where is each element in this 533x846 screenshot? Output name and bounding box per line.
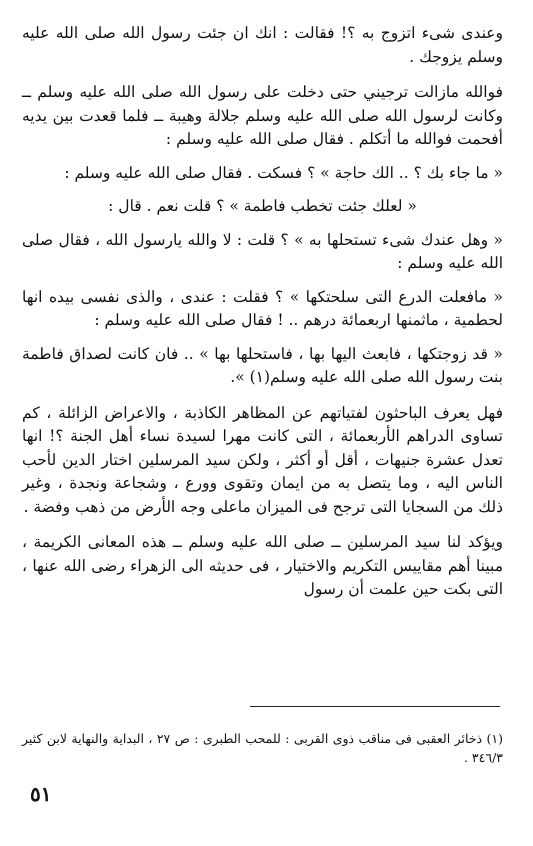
quote-3: « وهل عندك شىء تستحلها به » ؟ قلت : لا والله يارسول الله ، فقال صلى الله عليه وسلم : — [22, 230, 503, 272]
footnote: (١) ذخائر العقبى فى مناقب ذوى القربى : للمحب الطبرى : ص ٢٧ ، البداية والنهاية لابن كثير ٣٤٦/٣ . — [22, 730, 503, 765]
paragraph-1: وعندى شىء اتزوج به ؟! فقالت : انك ان جئت رسول الله صلى الله عليه وسلم يزوجك . — [22, 24, 503, 66]
quote-4: « مافعلت الدرع التى سلحتكها » ؟ فقلت : عندى ، والذى نفسى بيده انها لحطمية ، ماثمنها اربعمائة درهم .. ! فقال صلى الله عليه وسلم : — [22, 287, 503, 329]
quote-1: « ما جاء بك ؟ .. الك حاجة » ؟ فسكت . فقال صلى الله عليه وسلم : — [64, 163, 503, 182]
quote-2: « لعلك جئت تخطب فاطمة » ؟ قلت نعم . قال : — [108, 197, 417, 215]
page-number: ٥١ — [30, 782, 52, 806]
footnote-divider — [250, 706, 500, 707]
quote-5: « قد زوجتكها ، فابعث اليها بها ، فاستحلها بها » .. فان كانت لصداق فاطمة بنت رسول الله صلى الله عليه وسلم(١) ». — [22, 344, 503, 386]
paragraph-4: ويؤكد لنا سيد المرسلين ــ صلى الله عليه وسلم ــ هذه المعانى الكريمة ، مبينا أهم مقاييس التكريم والاختيار ، فى حديثه الى الزهراء رضى الله عنها ، التى بكت حين علمت أن رسول — [22, 533, 503, 598]
paragraph-3: فهل يعرف الباحثون لفتياتهم عن المظاهر الكاذبة ، والاعراض الزائلة ، كم تساوى الدراهم الأربعمائة ، التى كانت مهرا لسيدة نساء أهل الجنة ؟! انها تعدل عشرة جنيهات ، أقل أو أكثر ، ولكن سيد المرسلين اختار الدين لأحب الناس اليه ، وما يتصل به من ايمان وتقوى وورع ، وشجاعة ونجدة ، وغير ذلك من السجايا التى ترجح فى الميزان ماعلى وجه الأرض من ذهب وفضة . — [22, 403, 503, 516]
paragraph-2: فوالله مازالت ترجيني حتى دخلت على رسول الله صلى الله عليه وسلم ــ وكانت لرسول الله صلى الله عليه وسلم جلالة وهيبة ــ فلما قعدت بين يديه أفحمت فوالله ما أتكلم . فقال صلى الله عليه وسلم : — [22, 83, 503, 148]
